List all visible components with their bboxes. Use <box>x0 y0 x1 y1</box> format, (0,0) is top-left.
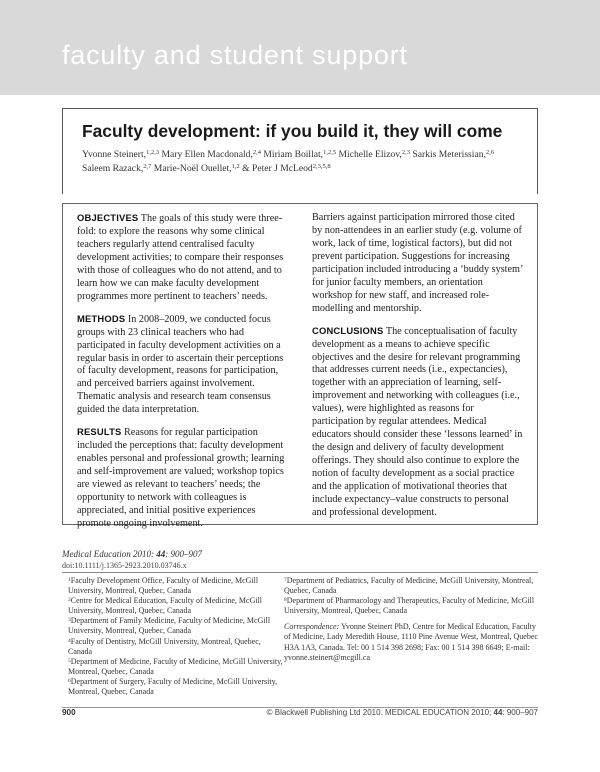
page-number: 900 <box>62 708 76 717</box>
conclusions-heading: CONCLUSIONS <box>312 324 384 336</box>
affiliation: $^5$Department of Medicine, Faculty of Medicine, McGill University, Montreal, Quebec, Canada <box>68 656 283 676</box>
article-title: Faculty development: if you build it, they will come <box>82 121 503 141</box>
author: & Peter J McLeod$^{2,3,5,8}$ <box>242 163 331 174</box>
abstract-results-continued: Barriers against participation mirrored those cited by non-attendees in an earlier study (e.g. volume of work, lack of time, logistical factors), but did not prevent participation. Suggestions for increasing participation included introducing a ‘buddy system’ for junior faculty members, an orientation workshop for new staff, and increased role-modelling and mentorship. <box>312 212 523 314</box>
footer-copyright: © Blackwell Publishing Ltd 2010. MEDICAL EDUCATION 2010; 44: 900–907 <box>266 708 538 717</box>
affiliation: $^4$Faculty of Dentistry, McGill University, Montreal, Quebec, Canada <box>68 636 261 656</box>
affiliations-left <box>68 576 283 697</box>
abstract-column-left <box>77 212 289 540</box>
abstract-conclusions: CONCLUSIONS The conceptualisation of faculty development as a means to achieve specific objectives and the desire for relevant programming that addresses current needs (i.e., expectancies), together with an appreciation of learning, self-improvement and networking with colleagues (i.e., values), were highlighted as reasons for participation by regular attendees. Medical educators should consider these ‘lessons learned’ in the design and delivery of faculty development offerings. They should also continue to explore the notion of faculty development as a social practice and the application of motivational theories that include expectancy–value constructs to personal and professional development. <box>312 324 523 518</box>
citation: Medical Education 2010: 44: 900–907 <box>62 549 202 559</box>
methods-heading: METHODS <box>77 312 126 324</box>
author: Mary Ellen Macdonald,$^{2,4}$ <box>161 149 261 160</box>
abstract-objectives: OBJECTIVES The goals of this study were three-fold: to explore the reasons why some clinical teachers regularly attend centralised faculty development activities; to compare their responses with those of colleagues who do not attend, and to learn how we can make faculty development programmes more pertinent to teachers’ needs. <box>77 212 284 302</box>
abstract-results: RESULTS Reasons for regular participation included the perceptions that: faculty development enables personal and professional growth; learning and self-improvement are valued; workshop topics are viewed as relevant to teachers’ needs; the opportunity to network with colleagues is appreciated, and initial positive experiences promote ongoing involvement. <box>77 426 285 529</box>
abstract-column-right <box>312 212 524 529</box>
author: Sarkis Meterissian,$^{2,6}$ <box>412 149 495 160</box>
affiliation: $^6$Department of Surgery, Faculty of Medicine, McGill University, Montreal, Quebec, Canada <box>68 676 278 697</box>
correspondence: Correspondence: Yvonne Steinert PhD, Centre for Medical Education, Faculty of Medicine, Lady Meredith House, 1110 Pine Avenue West, Montreal, Quebec H3A 1A3, Canada. Tel: 00 1 514 398 2698; Fax: 00 1 514 398 6649; E-mail: yvonne.steinert@mcgill.ca <box>284 622 538 662</box>
abstract-methods: METHODS In 2008–2009, we conducted focus groups with 23 clinical teachers who had participated in faculty development activities on a regular basis in order to ascertain their perceptions of faculty development, reasons for participation, and perceived barriers against involvement. Thematic analysis and research team consensus guided the data interpretation. <box>77 312 284 416</box>
author: Miriam Boillat,$^{1,2,5}$ <box>263 149 337 160</box>
affiliation: $^3$Department of Family Medicine, Faculty of Medicine, McGill University, Montreal, Quebec, Canada <box>68 616 271 636</box>
affiliation: $^8$Department of Pharmacology and Therapeutics, Faculty of Medicine, McGill University, Montreal, Quebec, Canada <box>284 596 535 616</box>
author: Saleem Razack,$^{2,7}$ <box>82 163 152 174</box>
doi: doi:10.1111/j.1365-2923.2010.03746.x <box>62 561 187 570</box>
affiliation: $^7$Department of Pediatrics, Faculty of Medicine, McGill University, Montreal, Quebec, Canada <box>284 576 534 596</box>
author-list <box>82 148 537 176</box>
author: Michelle Elizov,$^{2,3}$ <box>338 149 410 160</box>
section-label: faculty and student support <box>62 40 408 70</box>
author: Yvonne Steinert,$^{1,2,3}$ <box>82 149 160 160</box>
affiliation: $^1$Faculty Development Office, Faculty of Medicine, McGill University, Montreal, Quebec, Canada <box>68 576 259 596</box>
divider <box>62 572 538 573</box>
affiliations-right <box>284 576 538 663</box>
objectives-heading: OBJECTIVES <box>77 212 139 223</box>
author: Marie-Noël Ouellet,$^{1,2}$ <box>153 163 240 174</box>
affiliation: $^2$Centre for Medical Education, Faculty of Medicine, McGill University, Montreal, Quebec, Canada <box>68 596 263 616</box>
results-heading: RESULTS <box>77 426 122 438</box>
